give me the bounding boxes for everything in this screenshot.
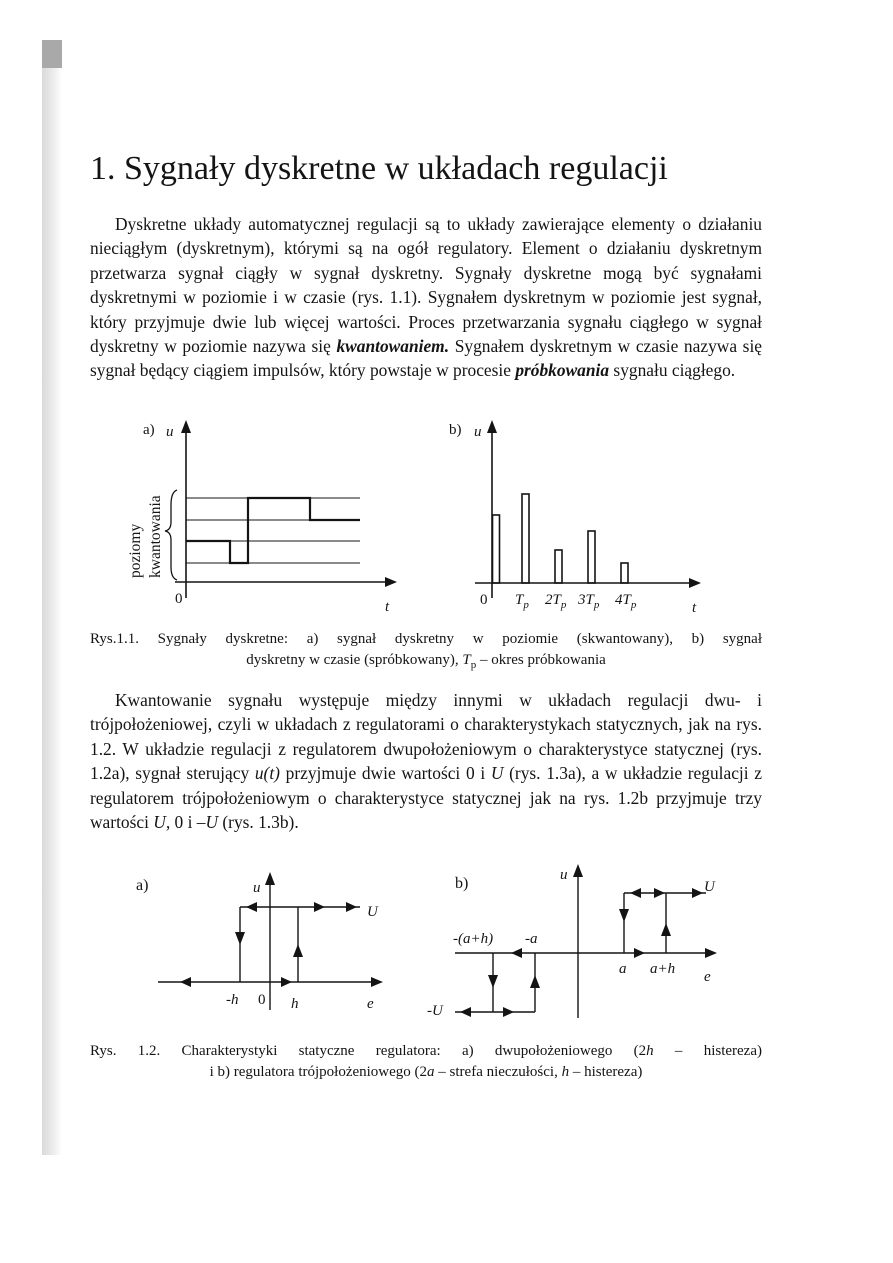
fig2b-label-U: U bbox=[704, 879, 715, 895]
fig1b-tick-4tp: $4T_p$ bbox=[615, 592, 637, 611]
fig1b-axis-t-label: t bbox=[692, 600, 697, 616]
paragraph-1-text-b: Sygnałem dyskretnym w czasie nazywa się sygnał będący ciągiem impulsów, który powstaje w procesie bbox=[90, 336, 762, 381]
fig2-caption-text-b: – histereza) bbox=[653, 1043, 762, 1059]
fig2a-axis-e-label: e bbox=[367, 996, 374, 1012]
paragraph-2-text-a: Kwantowanie sygnału występuje między innymi w układach regulacji dwu- i trójpołożeniowej, czyli w układach z regulatorami o charakterystykach statycznych, jak na rys. 1.2. W układzie regulacji z regulatorem dwupołożeniowym o charakterystyce statycznej (rys. 1.2a), sygnał sterujący bbox=[90, 690, 762, 784]
fig1-caption-subscript: p bbox=[470, 659, 477, 671]
fig2-caption-text-e: – histereza) bbox=[569, 1064, 643, 1080]
fig2a-label-h: h bbox=[291, 996, 299, 1012]
fig1a-origin-label: 0 bbox=[175, 591, 183, 607]
term-kwantowanie: kwantowaniem. bbox=[336, 336, 450, 357]
paragraph-2-text-c: (rys. 1.3a), a w układzie regulacji z regulatorem trójpołożeniowym o charakterystyce statycznej jak na rys. 1.2b przyjmuje trzy wartości bbox=[90, 763, 762, 833]
paragraph-1-text-a: Dyskretne układy automatycznej regulacji są to układy zawierające elementy o działaniu nieciągłym (dyskretnym), którymi są na ogół regulatory. Element o działaniu dyskretnym przetwarza sygnał ciągły w sygnał dyskretny. Sygnały dyskretne mogą być sygnałami dyskretnymi w poziomie i w czasie (rys. 1.1). Sygnałem dyskretnym w poziomie jest sygnał, który przyjmuje dwie lub więcej wartości. Proces przetwarzania sygnału ciągłego w sygnał dyskretny w poziomie nazywa się bbox=[90, 214, 762, 357]
fig1a-side-label-poziomy: poziomy bbox=[127, 523, 144, 578]
term-probkowanie: próbkowania bbox=[515, 360, 610, 381]
fig1-caption-line-1: Rys.1.1. Sygnały dyskretne: a) sygnał dyskretny w poziomie (skwantowany), b) sygnał bbox=[90, 631, 762, 647]
fig1a-axis-u-label: u bbox=[166, 424, 174, 440]
fig2-panel-b-label: b) bbox=[455, 875, 469, 892]
symbol-U-2: U, bbox=[153, 812, 171, 833]
fig2a-label-origin: 0 bbox=[258, 992, 266, 1008]
fig2b-label-minus-U: -U bbox=[427, 1003, 443, 1019]
fig1-panel-a-label: a) bbox=[143, 422, 155, 438]
paragraph-2-text-e: (rys. 1.3b). bbox=[218, 812, 299, 833]
fig1-panel-b-label: b) bbox=[449, 422, 462, 438]
figure-1-2-caption bbox=[90, 1041, 762, 1083]
fig1b-tick-2tp: $2T_p$ bbox=[545, 592, 567, 611]
fig2a-axes bbox=[158, 872, 383, 1010]
fig1a-side-label-kwantowania: kwantowania bbox=[147, 495, 164, 578]
fig1b-tick-3tp: $3T_p$ bbox=[578, 592, 600, 611]
fig2b-label-minus-a-plus-h: -(a+h) bbox=[453, 931, 494, 947]
fig2-panel-a-label: a) bbox=[136, 877, 149, 894]
fig2-caption-symbol-h: h bbox=[646, 1043, 654, 1059]
fig2a-label-U: U bbox=[367, 904, 378, 920]
fig1a-axis-t-label: t bbox=[385, 599, 390, 615]
chapter-title: 1. Sygnały dyskretne w układach regulacji bbox=[90, 150, 668, 187]
fig2-caption-text-c: i b) regulatora trójpołożeniowego (2 bbox=[209, 1064, 428, 1080]
fig2b-axis-u-label: u bbox=[560, 867, 568, 883]
fig1b-axis-u-label: u bbox=[474, 424, 482, 440]
symbol-u-of-t: u(t) bbox=[254, 763, 280, 784]
fig2-caption-text-d: – strefa nieczułości, bbox=[434, 1064, 562, 1080]
fig1-caption-symbol-t: T bbox=[462, 652, 471, 668]
paragraph-2-text-d: 0 i – bbox=[170, 812, 206, 833]
symbol-U-3: U bbox=[205, 812, 219, 833]
fig2-caption-symbol-a: a bbox=[427, 1064, 435, 1080]
fig1b-origin-label: 0 bbox=[480, 592, 488, 608]
fig2-caption-symbol-h2: h bbox=[561, 1064, 570, 1080]
fig2b-upper-hysteresis bbox=[619, 888, 706, 958]
fig2b-label-minus-a: -a bbox=[525, 931, 538, 947]
fig1-caption-text-a: dyskretny w czasie (spróbkowany), bbox=[246, 652, 463, 668]
paragraph-2-text-b: przyjmuje dwie wartości 0 i bbox=[279, 763, 491, 784]
fig2-caption-text-a: Rys. 1.2. Charakterystyki statyczne regulatora: a) dwupołożeniowego (2 bbox=[90, 1043, 647, 1059]
fig2b-label-a-plus-h: a+h bbox=[650, 961, 676, 977]
paragraph-1-text-c: sygnału ciągłego. bbox=[609, 360, 736, 381]
fig2-caption-line-2 bbox=[90, 1062, 762, 1083]
symbol-U-1: U bbox=[490, 763, 504, 784]
fig2a-axis-u-label: u bbox=[253, 880, 261, 896]
fig2b-lower-hysteresis bbox=[455, 948, 540, 1017]
fig2-caption-line-1 bbox=[90, 1041, 762, 1062]
fig2b-axes bbox=[455, 864, 717, 1018]
fig1b-tick-tp: $T_p$ bbox=[515, 592, 529, 611]
fig2b-label-a: a bbox=[619, 961, 627, 977]
fig2b-axis-e-label: e bbox=[704, 969, 711, 985]
fig2a-label-minus-h: -h bbox=[226, 992, 239, 1008]
fig1-caption-text-b: – okres próbkowania bbox=[476, 652, 606, 668]
